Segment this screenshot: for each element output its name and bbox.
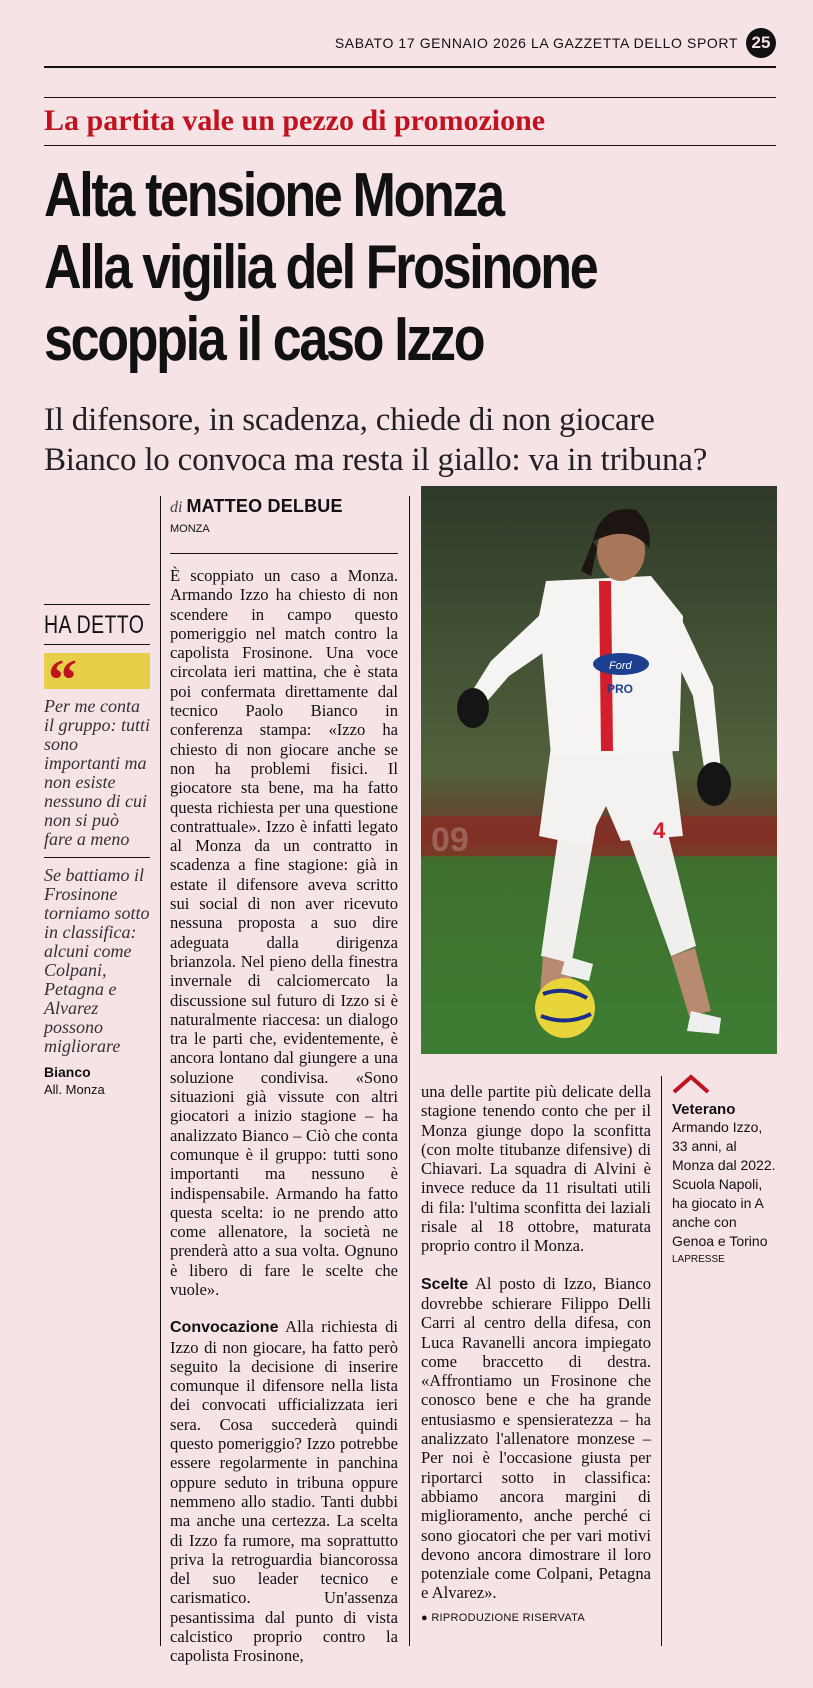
caption-text: Armando Izzo, 33 anni, al Monza dal 2022. Scuola Napoli, ha giocato in A anche con Genoa e Torino [672, 1119, 776, 1249]
byline [170, 496, 398, 535]
quote-speaker-role: All. Monza [44, 1082, 105, 1097]
reserved-text: RIPRODUZIONE RISERVATA [431, 1611, 586, 1624]
kicker-rule-bottom [44, 145, 776, 146]
quote-speaker: Bianco [44, 1064, 91, 1080]
subheadline [44, 400, 784, 480]
byline-rule [170, 553, 398, 554]
sponsor-sub: PRO [607, 682, 634, 696]
body-paragraph-1: È scoppiato un caso a Monza. Armando Izzo ha chiesto di non scendere in campo questo pomeriggio nel match contro la capolista Frosinone. Una voce circolata ieri mattina, che è stata poi confermata direttamente dal tecnico Paolo Bianco in conferenza stampa: «Izzo ha chiesto di non giocare anche se non ha problemi fisici. Il giocatore sta bene, ma ha fatto questa richiesta per una questione contrattuale». Izzo è infatti legato al Monza da un contratto in scadenza a fine stagione: già in estate il difensore aveva scritto sui social di non aver ricevuto nessuna proposta a suo dire adeguata dalla dirigenza brianzola. Nel pieno della finestra invernale di calciomercato la discussione sul futuro di Izzo si è naturalmente riaccesa: un dialogo tra le parti che, evidentemente, è ancora lontano dal giungere a una soluzione condivisa. «Sono situazioni già vissute con altri giocatori a inizio stagione – ha analizzato Bianco – Ciò che conta comunque è il gruppo: tutti sono importanti ma nessuno è indispensabile. Armando ha fatto questa scelta: io ne prendo atto come allenatore, la società ne prenderà atto a sua volta. Ognuno è libero di fare le scelte che vuole». [170, 566, 398, 1299]
dateline: SABATO 17 GENNAIO 2026 LA GAZZETTA DELLO SPORT [334, 35, 738, 51]
column-rule-mid [409, 496, 410, 1646]
photo-illustration [421, 486, 777, 1054]
page-number: 25 [746, 28, 776, 58]
photo-caption [672, 1074, 780, 1265]
column-rule-left [160, 496, 161, 1646]
sponsor-label: Ford [609, 660, 632, 672]
body-paragraph-4 [421, 1274, 651, 1603]
player-photo [421, 486, 777, 1054]
page-header [44, 28, 776, 58]
subhead-line-1: Il difensore, in scadenza, chiede di non giocare [44, 402, 655, 438]
quote-mark-box [44, 647, 150, 712]
headline-line-3: scoppia il caso Izzo [44, 305, 484, 374]
caret-up-icon [672, 1074, 710, 1094]
reserved-notice: ● RIPRODUZIONE RISERVATA [421, 1611, 586, 1624]
header-rule [44, 66, 776, 68]
body-paragraph-3: una delle partite più delicate della stagione tenendo conto che per il Monza giunge dopo la sconfitta (con molte titubanze difensive) di Chiavari. La squadra di Alvini è invece reduce da 11 risultati utili di fila: l'ultima sconfitta dei laziali risale al 18 ottobre, maturata proprio contro il Monza. [421, 1082, 651, 1256]
sidebar-rule-top [44, 604, 150, 605]
subhead-line-2: Bianco lo convoca ma resta il giallo: va in tribuna? [44, 442, 708, 478]
column-rule-caption [661, 1076, 662, 1646]
article-column-2 [421, 1082, 651, 1628]
photo-credit: LAPRESSE [672, 1254, 725, 1265]
kicker: La partita vale un pezzo di promozione [44, 104, 546, 137]
section-text-convocazione: Alla richiesta di Izzo di non giocare, ha fatto però seguito la decisione di inserire comunque il difensore nella lista dei convocati ufficializzata ieri sera. Cosa succederà quindi questo pomeriggio? Izzo potrebbe essere regolarmente in panchina oppure seduto in tribuna oppure nemmeno allo stadio. Tanti dubbi ma anche una certezza. La scelta di Izzo fa rumore, ma soprattutto priva la retroguardia biancorossa del suo leader tecnico e carismatico. Un'assenza pesantissima dal punto di vista calcistico proprio contro la capolista Frosinone, [170, 1317, 398, 1666]
quote-1: Per me conta il gruppo: tutti sono importanti ma non esiste nessuno di cui non si può fare a meno [44, 696, 151, 849]
jersey-number: 4 [653, 818, 666, 843]
section-lead-convocazione: Convocazione [170, 1319, 279, 1337]
author-name: MATTEO DELBUE [186, 496, 343, 516]
body-paragraph-2 [170, 1317, 398, 1665]
dateline-location: MONZA [170, 523, 210, 535]
section-lead-scelte: Scelte [421, 1275, 469, 1293]
caption-title: Veterano [672, 1101, 736, 1118]
section-text-scelte: Al posto di Izzo, Bianco dovrebbe schierare Filippo Delli Carri al centro della difesa, con Luca Ravanelli ancora impiegato come braccetto di destra. «Affrontiamo un Frosinone che conosco bene e che ha grande entusiasmo e spensieratezza – ha analizzato l'allenatore monzese – Per noi è l'occasione giusta per riportarci sotto in classifica: abbiamo ancora margini di miglioramento, anche perché ci sono giocatori che per vari motivi devono ancora dimostrare il loro potenziale come Colpani, Petagna e Alvarez». [421, 1273, 651, 1603]
quote-separator [44, 857, 150, 858]
article-column-1 [170, 566, 398, 1684]
quote-mark-icon: “ [48, 647, 77, 712]
svg-text:09: 09 [431, 821, 469, 859]
quote-sidebar [44, 608, 150, 1097]
sidebar-title: HA DETTO [44, 611, 145, 639]
headline-line-2: Alla vigilia del Frosinone [44, 233, 597, 302]
headline [44, 160, 666, 376]
quote-2: Se battiamo il Frosinone torniamo sotto in classifica: alcuni come Colpani, Petagna e Alvarez possono migliorare [44, 865, 150, 1056]
kicker-rule-top [44, 97, 776, 98]
byline-prefix: di [170, 499, 183, 516]
headline-line-1: Alta tensione Monza [44, 161, 503, 230]
